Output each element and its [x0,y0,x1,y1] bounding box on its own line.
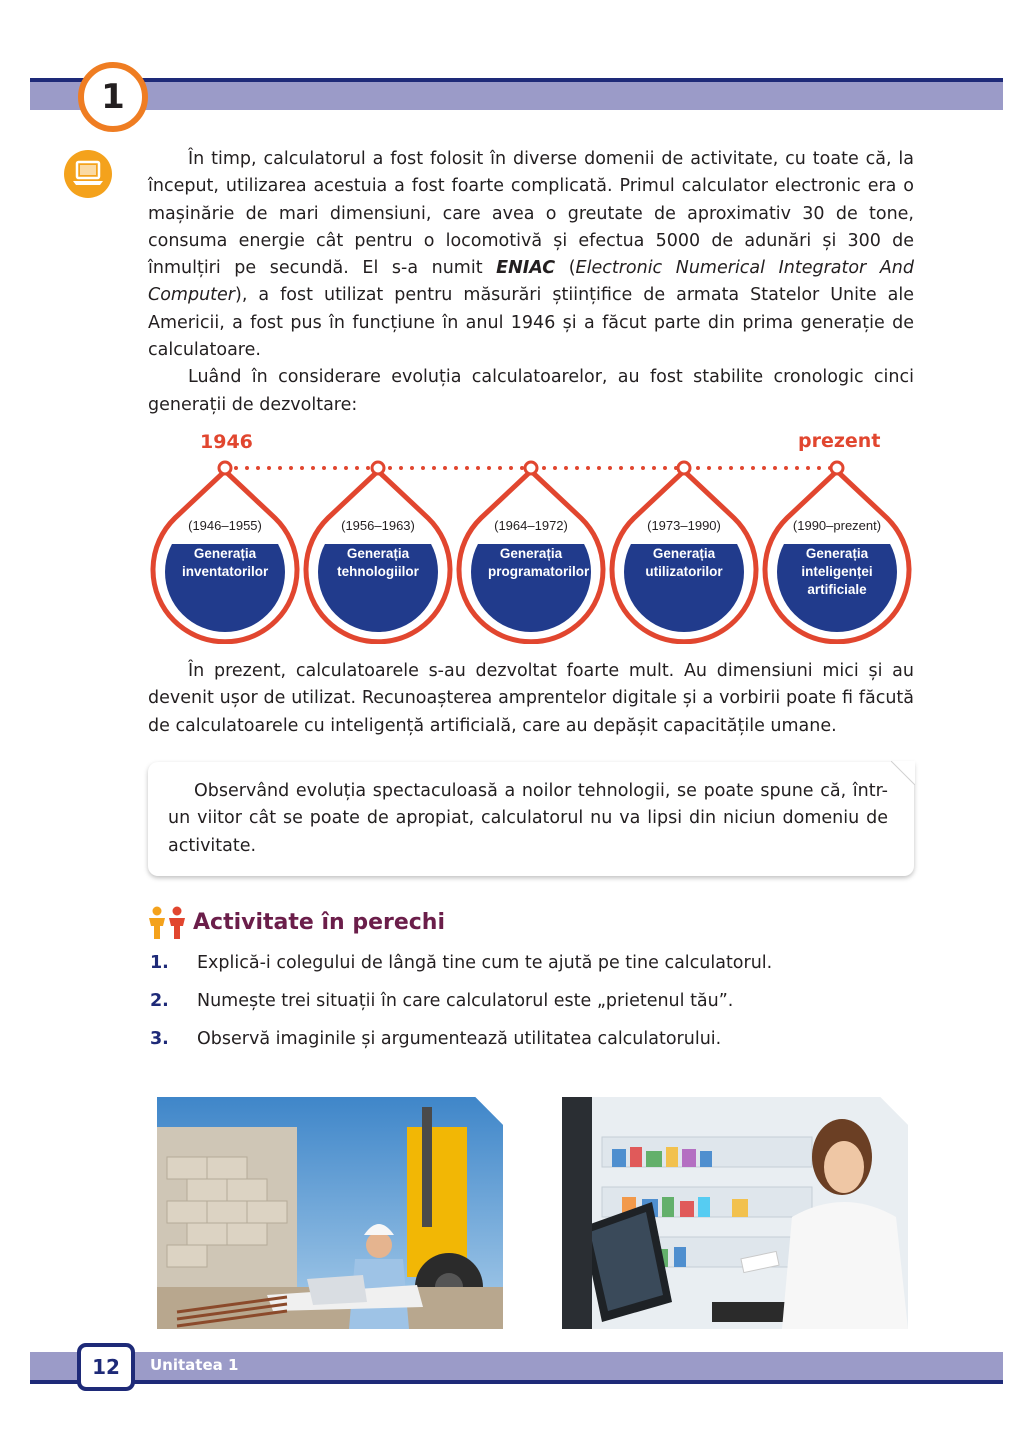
unit-label: Unitatea 1 [150,1356,239,1374]
generation-name: Generația tehnologiilor [337,546,419,579]
page-number: 12 [77,1343,135,1391]
generation-label [619,518,749,581]
timeline-node [372,462,384,474]
task-text: Observă imaginile și argumentează utilitatea calculatorului. [197,1029,722,1049]
task-text: Numește trei situații în care calculatorul este „prietenul tău”. [197,991,734,1011]
intro-paragraph-2: Luând în considerare evoluția calculatoarelor, au fost stabilite cronologic cinci generații de dezvoltare: [148,367,914,415]
timeline-node [219,462,231,474]
generation-years: (1973–1990) [647,518,721,533]
generation-label [466,518,596,581]
unit-number-badge: 1 [78,62,148,132]
task-number: 3. [150,1029,169,1049]
timeline-node [678,462,690,474]
task-item [150,953,772,973]
intro-p1-text-end: ), a fost utilizat pentru măsurări științifice de armata Statelor Unite ale Americii, a fost pus în funcțiune în anul 1946 și a făcut parte din prima generație de calculatoare. [148,285,914,361]
eniac-term: ENIAC [496,258,556,279]
pharmacist-photo [562,1097,908,1329]
callout-paragraph: Observând evoluția spectaculoasă a noilor tehnologii, se poate spune că, într-un viitor cât se poate de apropiat, calculatorul nu va lipsi din niciun domeniu de activitate. [168,781,888,856]
laptop-icon [64,150,112,198]
activity-title: Activitate în perechi [193,910,446,935]
generation-name: Generația programatorilor [488,546,590,579]
timeline-node [831,462,843,474]
callout-box [148,762,914,876]
callout-text [168,778,888,860]
generation-label [772,518,902,599]
timeline-node [525,462,537,474]
generation-years: (1964–1972) [494,518,568,533]
construction-engineer-photo [157,1097,503,1329]
task-item [150,991,733,1011]
generation-name: Generația inteligenței artificiale [801,546,873,597]
intro-text [148,146,914,419]
generation-years: (1990–prezent) [792,518,882,533]
intro-p1-paren: ( [555,258,576,279]
generation-label [160,518,290,581]
present-paragraph: În prezent, calculatoarele s-au dezvoltat foarte mult. Au dimensiuni mici și au devenit ușor de utilizat. Recunoașterea amprentelor digitale și a vorbirii poate fi făcută de calculatoarele cu inteligență artificială, care au depășit capacitățile umane. [148,661,914,736]
generation-label [313,518,443,581]
eniac-expansion: Electronic Numerical Integrator And Computer [148,258,914,306]
task-number: 2. [150,991,169,1011]
timeline-start-label: 1946 [200,431,253,453]
pair-children-icon [146,906,190,940]
intro-paragraph-1 [148,146,914,364]
intro-p1-text: În timp, calculatorul a fost folosit în diverse domenii de activitate, cu toate că, la început, utilizarea acestuia a fost foarte complicată. Primul calculator electronic era o mașinărie de mari dimensiuni, care avea o greutate de aproximativ 30 de tone, consuma energie cât pentru o locomotivă și efectua 5000 de adunări și 300 de înmulțiri pe secundă. El s-a numit [148,149,914,279]
callout-folded-corner [891,761,915,785]
generation-name: Generația utilizatorilor [645,546,723,579]
present-text [148,658,914,740]
task-item [150,1029,721,1049]
task-text: Explică-i colegului de lângă tine cum te ajută pe tine calculatorul. [197,953,773,973]
generation-years: (1956–1963) [341,518,415,533]
task-number: 1. [150,953,169,973]
timeline-end-label: prezent [798,430,881,452]
generation-years: (1946–1955) [188,518,262,533]
header-band [30,78,1003,110]
generation-name: Generația inventatorilor [182,546,269,579]
